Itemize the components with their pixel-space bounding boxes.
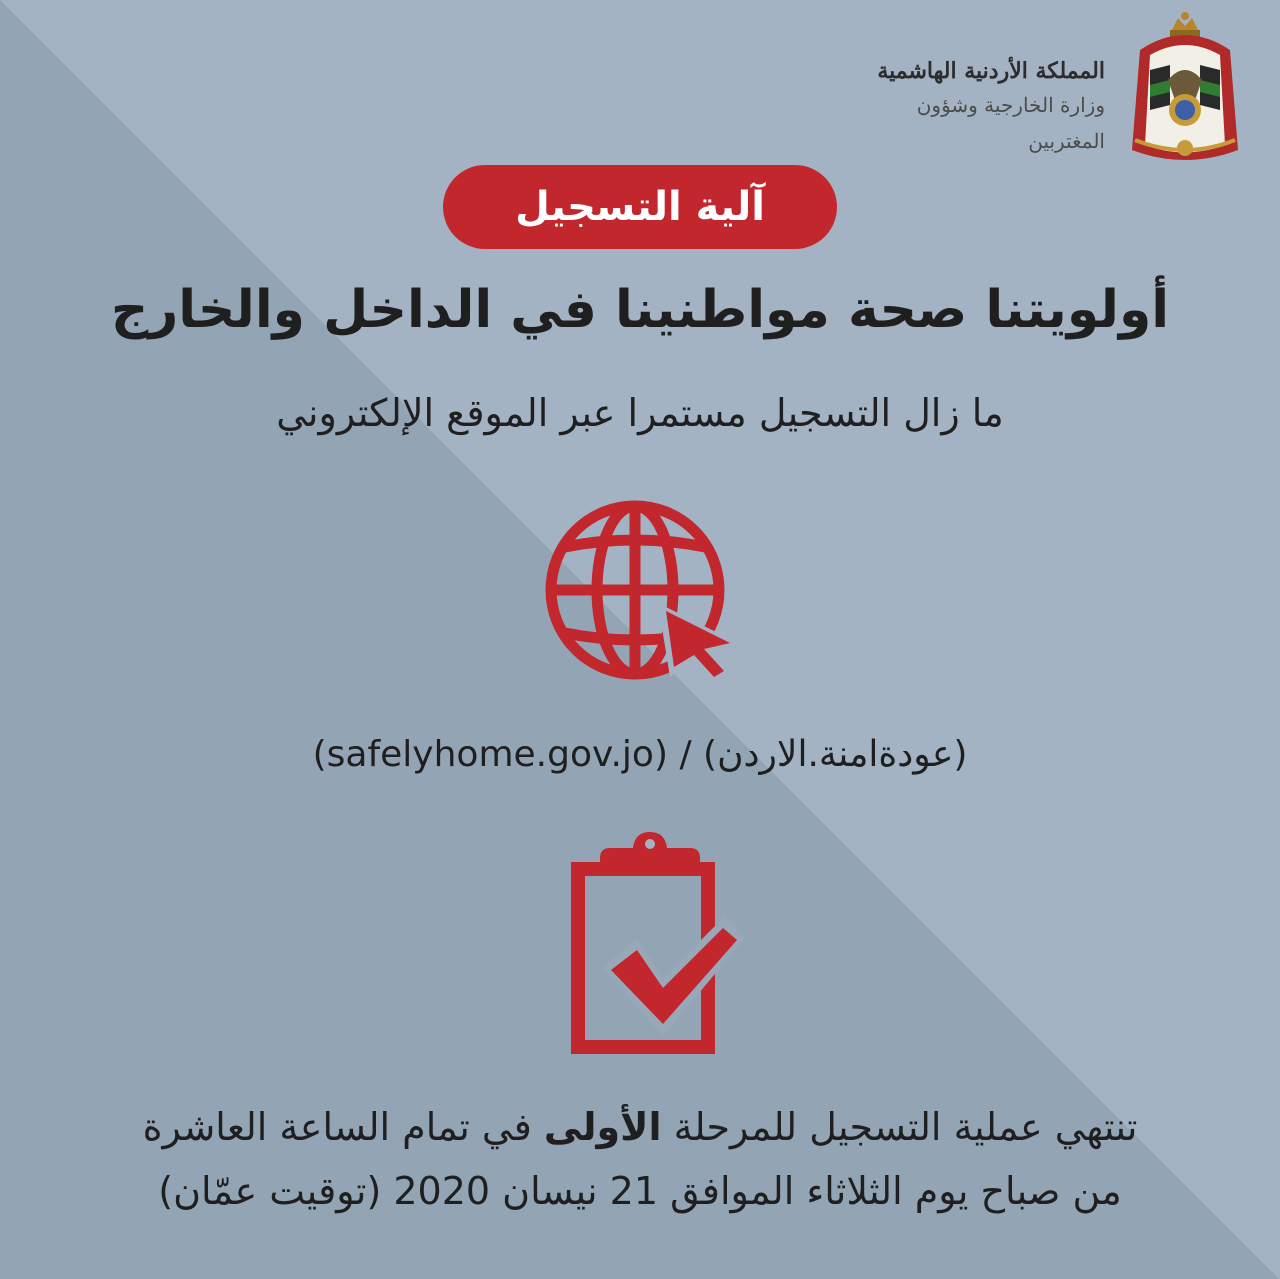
jordan-coat-of-arms-icon <box>1120 10 1250 175</box>
registration-badge <box>443 165 837 249</box>
globe-cursor-icon <box>540 495 745 685</box>
ministry-header <box>835 55 1105 159</box>
deadline-line-2: من صباح يوم الثلاثاء الموافق 21 نيسان 2020 (توقيت عمّان) <box>158 1169 1122 1213</box>
badge-label: آلية التسجيل <box>515 184 765 230</box>
phase-first: الأولى <box>543 1105 662 1149</box>
ministry-name: وزارة الخارجية وشؤون المغتربين <box>916 93 1105 153</box>
subtitle: ما زال التسجيل مستمرا عبر الموقع الإلكتروني <box>276 391 1004 435</box>
deadline-line-1-start: تنتهي عملية التسجيل للمرحلة <box>673 1105 1138 1149</box>
deadline-line-1 <box>40 1095 1240 1159</box>
kingdom-name: المملكة الأردنية الهاشمية <box>877 58 1105 84</box>
deadline-line-1-end: في تمام الساعة العاشرة <box>142 1105 532 1149</box>
registration-url: (safelyhome.gov.jo) / (عودةامنة.الاردن) <box>312 734 968 775</box>
deadline-notice <box>40 1095 1240 1223</box>
page-title: أولويتنا صحة مواطنينا في الداخل والخارج <box>110 280 1170 340</box>
clipboard-check-icon <box>555 828 745 1058</box>
